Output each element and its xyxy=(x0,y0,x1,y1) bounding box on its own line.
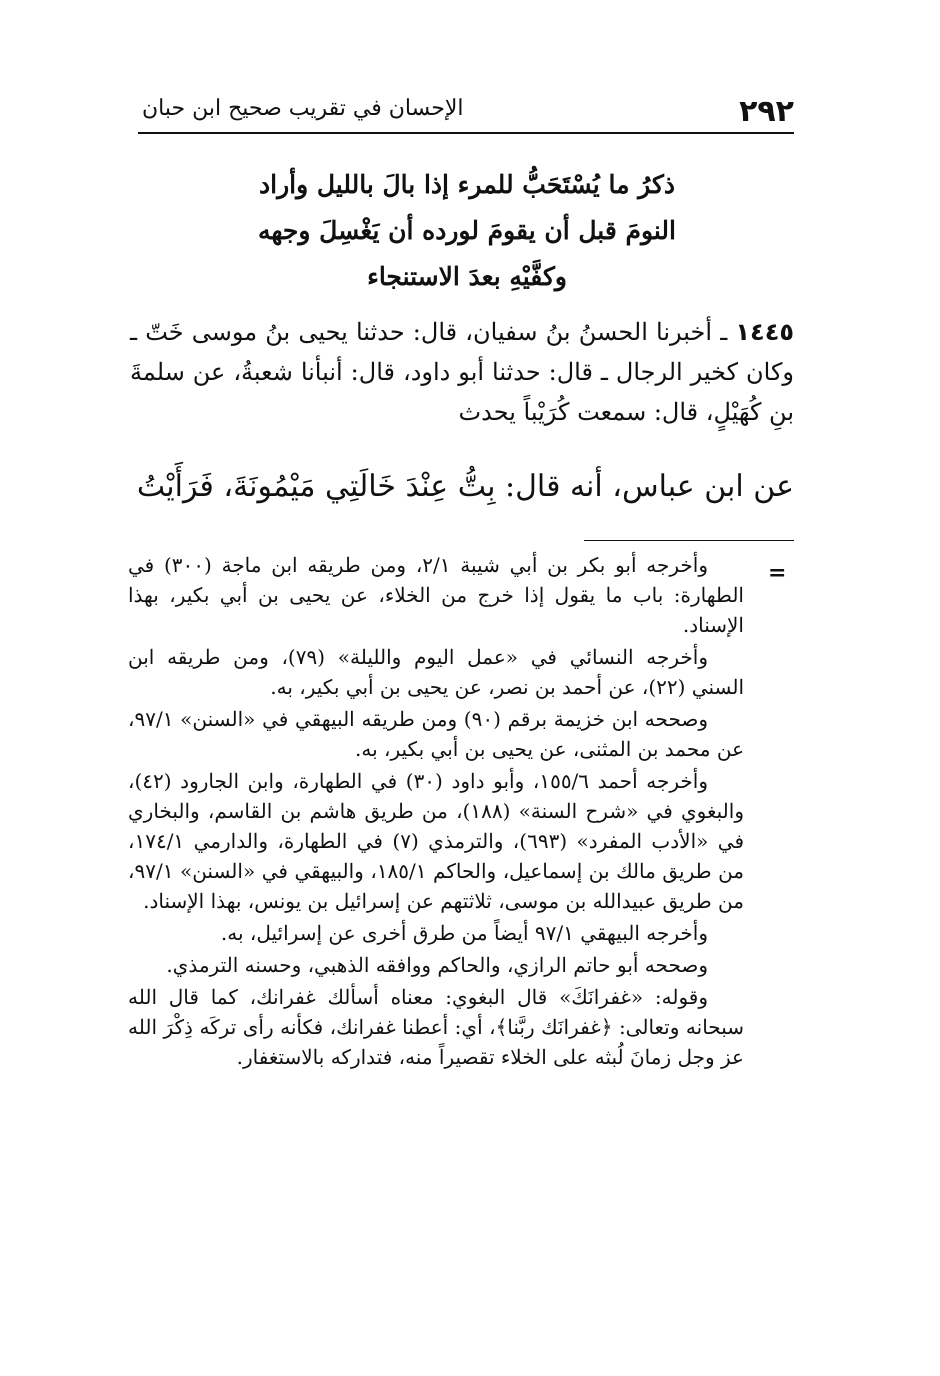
page-number: ٢٩٢ xyxy=(739,94,794,129)
hadith-isnad xyxy=(130,312,794,432)
running-header xyxy=(138,88,794,134)
chapter-heading-line: ذكرُ ما يُسْتَحَبُّ للمرء إذا بالَ بالليل وأراد xyxy=(258,170,676,199)
book-title: الإحسان في تقريب صحيح ابن حبان xyxy=(142,96,464,121)
chapter-heading-line: وكفَّيْهِ بعدَ الاستنجاء xyxy=(367,262,567,291)
hadith-matn: عن ابن عباس، أنه قال: بِتُّ عِنْدَ خَالَتِي مَيْمُونَةَ، فَرَأَيْتُ xyxy=(136,469,794,504)
footnote-paragraph: وصححه أبو حاتم الرازي، والحاكم ووافقه الذهبي، وحسنه الترمذي. xyxy=(166,953,708,977)
footnote-paragraph: وأخرجه البيهقي ٩٧/١ أيضاً من طرق أخرى عن إسرائيل، به. xyxy=(220,921,708,945)
footnote-paragraph: وأخرجه أبو بكر بن أبي شيبة ٢/١، ومن طريقه ابن ماجة (٣٠٠) في الطهارة: باب ما يقول إذا خرج من الخلاء، عن يحيى بن أبي بكير، بهذا الإسناد. xyxy=(128,553,744,637)
chapter-heading xyxy=(140,162,794,300)
footnote-separator xyxy=(584,540,794,541)
footnote-paragraph: وأخرجه أحمد ١٥٥/٦، وأبو داود (٣٠) في الطهارة، وابن الجارود (٤٢)، والبغوي في «شرح السنة» (١٨٨)، من طريق هاشم بن القاسم، والبخاري في «الأدب المفرد» (٦٩٣)، والترمذي (٧) في الطهارة، والدارمي ١٧٤/١، من طريق مالك بن إسماعيل، والحاكم ١٨٥/١، والبيهقي في «السنن» ٩٧/١، من طريق عبيدالله بن موسى، ثلاثتهم عن إسرائيل بن يونس، بهذا الإسناد. xyxy=(128,769,745,913)
footnote-paragraph: وأخرجه النسائي في «عمل اليوم والليلة» (٧٩)، ومن طريقه ابن السني (٢٢)، عن أحمد بن نصر، عن يحيى بن أبي بكير، به. xyxy=(128,645,744,699)
hadith-isnad-text: ـ أخبرنا الحسنُ بنُ سفيان، قال: حدثنا يحيى بنُ موسى خَتّ ـ وكان كخير الرجال ـ قال: حدثنا أبو داود، قال: أنبأنا شعبةُ، عن سلمةَ بنِ كُهَيْلٍ، قال: سمعت كُرَيْباً يحدث xyxy=(130,318,794,426)
hadith-number: ١٤٤٥ xyxy=(735,318,794,346)
footnote-paragraph: وصححه ابن خزيمة برقم (٩٠) ومن طريقه البيهقي في «السنن» ٩٧/١، عن محمد بن المثنى، عن يحيى بن أبي بكير، به. xyxy=(128,707,744,761)
footnotes xyxy=(128,550,744,1074)
chapter-heading-line: النومَ قبل أن يقومَ لورده أن يَغْسِلَ وجهه xyxy=(257,216,676,245)
footnote-continuation-mark: = xyxy=(768,560,787,586)
footnote-paragraph: وقوله: «غفرانَكَ» قال البغوي: معناه أسألك غفرانك، كما قال الله سبحانه وتعالى: ﴿غفرانَك ربَّنا﴾، أي: أعطنا غفرانك، فكأنه رأى تركَه ذِكْرَ الله عز وجل زمانَ لُبثه على الخلاء تقصيراً منه، فتداركه بالاستغفار. xyxy=(128,985,744,1069)
